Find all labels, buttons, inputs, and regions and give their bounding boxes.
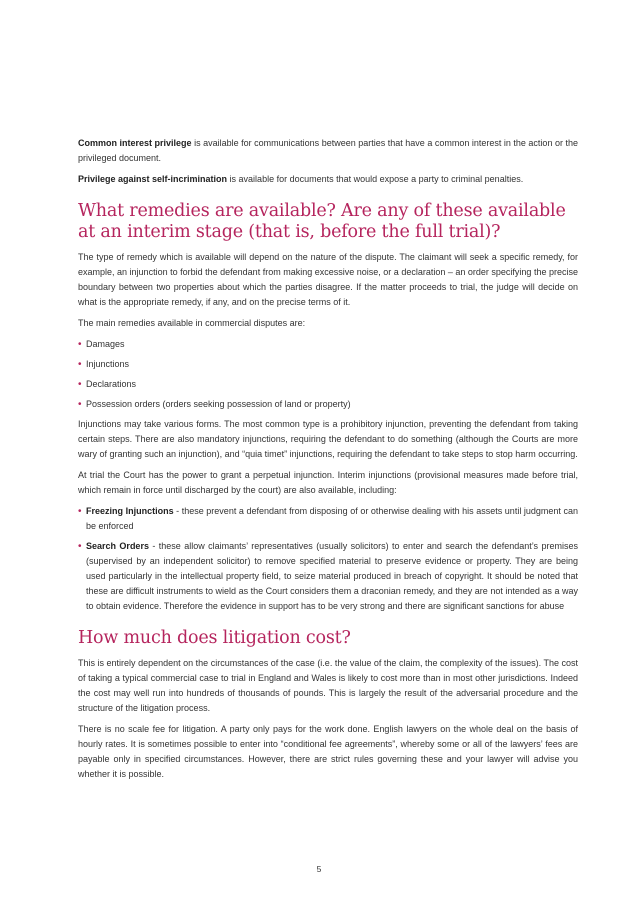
self-incrimination-paragraph <box>78 172 578 187</box>
self-incrimination-term: Privilege against self-incrimination <box>78 174 228 184</box>
interim-injunctions-paragraph: At trial the Court has the power to grant a perpetual injunction. Interim injunctions (provisional measures made before trial, which remain in force until discharged by the court) are also available, including: <box>78 470 578 495</box>
cost-dependency-paragraph: This is entirely dependent on the circumstances of the case (i.e. the value of the claim, the complexity of the issues). The cost of taking a typical commercial case to trial in England and Wales is likely to cost more than in most other jurisdictions. Indeed the cost may well run into hundreds of thousands of pounds. This is largely the result of the adversarial procedure and the structure of the litigation process. <box>78 658 578 713</box>
page-content <box>78 136 578 788</box>
page-number: 5 <box>316 864 322 874</box>
litigation-cost-heading: How much does litigation cost? <box>78 628 351 648</box>
freezing-injunctions-text: - these prevent a defendant from disposing of or otherwise dealing with his assets until judgment can be enforced <box>86 506 578 531</box>
interim-remedies-list <box>78 504 578 614</box>
list-item: • Declarations <box>78 377 578 392</box>
list-item: • Damages <box>78 337 578 352</box>
list-item: • Possession orders (orders seeking possession of land or property) <box>78 397 578 412</box>
main-remedies-intro: The main remedies available in commercial disputes are: <box>78 318 306 328</box>
self-incrimination-text: is available for documents that would expose a party to criminal penalties. <box>227 174 524 184</box>
list-item <box>78 504 578 534</box>
remedy-type-paragraph: The type of remedy which is available will depend on the nature of the dispute. The claimant will seek a specific remedy, for example, an injunction to forbid the defendant from making excessive noise, or a declaration – an order specifying the precise boundary between two properties about which the parties disagree. If the matter proceeds to trial, the judge will decide on what is the appropriate remedy, if any, and on the precise terms of it. <box>78 252 578 307</box>
remedies-list <box>78 337 578 412</box>
remedies-heading: What remedies are available? Are any of these available at an interim stage (that is, before the full trial)? <box>78 201 566 242</box>
freezing-injunctions-term: Freezing Injunctions <box>86 506 174 516</box>
list-item <box>78 539 578 614</box>
common-interest-paragraph <box>78 136 578 166</box>
injunctions-paragraph: Injunctions may take various forms. The most common type is a prohibitory injunction, preventing the defendant from taking certain steps. There are also mandatory injunctions, requiring the defendant to do something (although the Courts are more wary of granting such an injunction), and “quia timet” injunctions, requiring the defendant to take steps to stop harm occurring. <box>78 419 578 459</box>
list-item: • Injunctions <box>78 357 578 372</box>
scale-fee-paragraph: There is no scale fee for litigation. A party only pays for the work done. English lawyers on the whole deal on the basis of hourly rates. It is sometimes possible to enter into “conditional fee agreements”, whereby some or all of the lawyers’ fees are payable only in specified circumstances. However, there are strict rules governing these and your lawyer will advise you whether it is possible. <box>78 724 578 779</box>
common-interest-text: is available for communications between parties that have a common interest in the action or the privileged document. <box>78 138 578 163</box>
search-orders-text: - these allow claimants’ representatives (usually solicitors) to enter and search the defendant’s premises (supervised by an independent solicitor) to remove specified material to preserve evidence or property. They are being used particularly in the intellectual property field, to seize material produced in breach of copyright. It should be noted that these are difficult instruments to wield as the Court considers them a draconian remedy, and they are not intended as a way to obtain evidence. Therefore the evidence in support has to be very strong and there are significant sanctions for abuse <box>86 541 578 611</box>
search-orders-term: Search Orders <box>86 541 149 551</box>
common-interest-term: Common interest privilege <box>78 138 192 148</box>
